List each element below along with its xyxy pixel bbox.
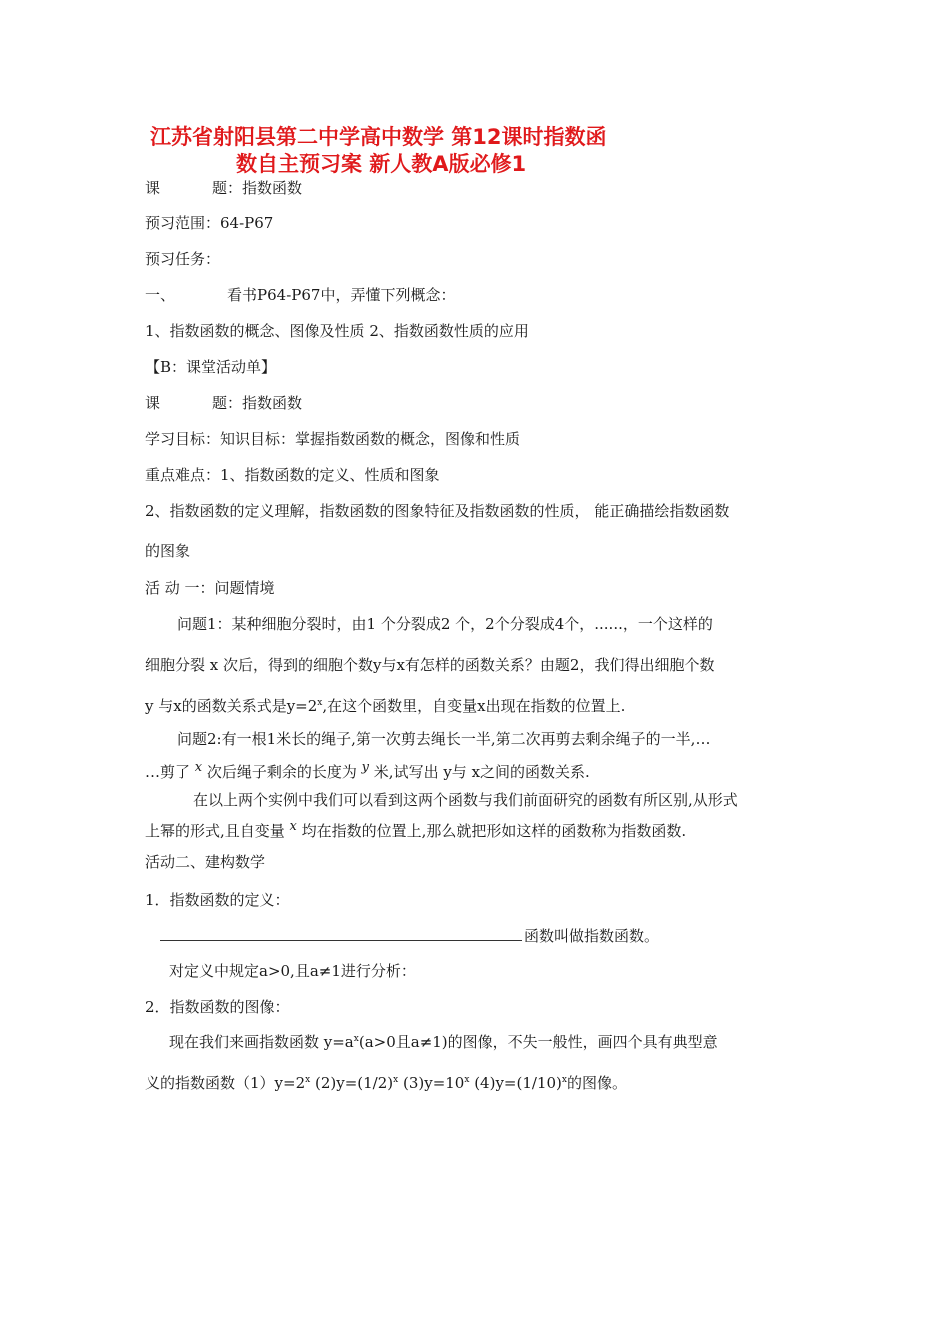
question-2-cont: …剪了 x 次后绳子剩余的长度为 y 米,试写出 y与 x之间的函数关系. [145,760,590,781]
title-line-1: 江苏省射阳县第二中学高中数学 第12课时指数函 [150,125,607,149]
preview-task: 预习任务： [145,250,221,268]
preview-range: 预习范围：64-P67 [145,214,274,232]
key-points: 重点难点：1、指数函数的定义、性质和图象 [145,466,440,484]
question-1-formula: y 与x的函数关系式是$y=2^x$,在这个函数里，自变量x出现在指数的位置上. [145,697,626,715]
learning-goal: 学习目标：知识目标：掌握指数函数的概念，图像和性质 [145,430,521,448]
document-title [150,124,710,178]
definition-blank-line: 函数叫做指数函数。 [160,926,659,946]
question-1: 问题1：某种细胞分裂时，由1 个分裂成2 个，2个分裂成4个，......，一个这样的 [177,615,713,633]
question-1-cont: 细胞分裂 x 次后，得到的细胞个数y与x有怎样的函数关系？由题2，我们得出细胞个数 [145,656,715,674]
comparison-paragraph: 在以上两个实例中我们可以看到这两个函数与我们前面研究的函数有所区别,从形式 [193,791,738,809]
activity-two-heading: 活动二、建构数学 [145,853,266,871]
section-heading-b: 【B：课堂活动单】 [145,358,277,376]
graph-functions-list: 义的指数函数$(1)y=2^x$ $(2)y=(1/2)^x$ $(3)y=10^x$ $(4)y=(1/10)^x$的图像。 [145,1074,627,1092]
topic-line: 课 题：指数函数 [145,179,303,197]
title-line-2: 数自主预习案 新人教A版必修1 [236,152,527,176]
comparison-paragraph-cont: 上幂的形式,且自变量 x 均在指数的位置上,那么就把形如这样的函数称为指数函数. [145,819,687,840]
fill-in-blank[interactable] [160,926,522,941]
key-points-2: 2、指数函数的定义理解，指数函数的图象特征及指数函数的性质， 能正确描绘指数函数 [145,502,730,520]
task-item-1: 一、 看书P64-P67中，弄懂下列概念： [145,286,456,304]
graph-paragraph: 现在我们来画指数函数 $y=a^x(a>0$且a≠1)的图像，不失一般性，画四个具有典型意 [169,1033,718,1051]
definition-analysis: 对定义中规定a>0,且a≠1进行分析： [169,962,416,980]
graph-heading: 2．指数函数的图像： [145,998,290,1016]
activity-one-heading: 活 动 一：问题情境 [145,579,275,597]
concept-list: 1、指数函数的概念、图像及性质 2、指数函数性质的应用 [145,322,529,340]
question-2: 问题2:有一根1米长的绳子,第一次剪去绳长一半,第二次再剪去剩余绳子的一半,… [177,730,711,748]
definition-heading: 1．指数函数的定义： [145,891,290,909]
key-points-2-cont: 的图象 [145,542,191,560]
topic-line-2: 课 题：指数函数 [145,394,303,412]
